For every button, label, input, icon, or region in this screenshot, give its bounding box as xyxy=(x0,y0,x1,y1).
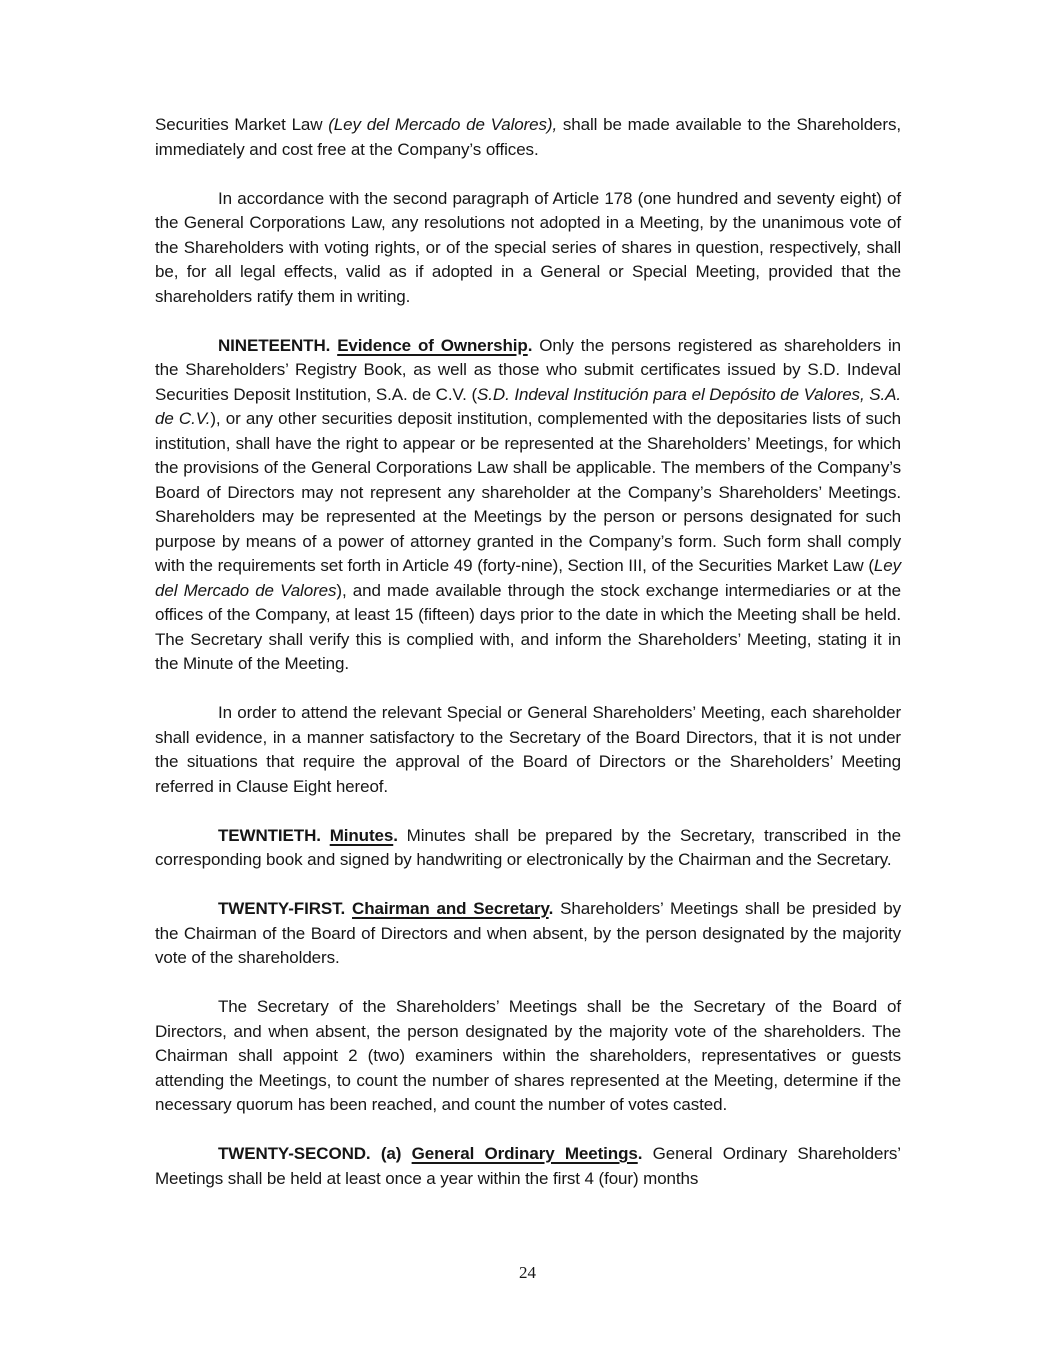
paragraph xyxy=(155,113,901,162)
page-number: 24 xyxy=(519,1263,536,1282)
text-run: In order to attend the relevant Special or General Shareholders’ Meeting, each shareholder shall evidence, in a manner satisfactory to the Secretary of the Board Directors, that it is not under the situations that require the approval of the Board of Directors or the Shareholders’ Meeting referred in Clause Eight hereof. xyxy=(155,703,901,796)
clause-number: NINETEENTH. xyxy=(218,335,338,355)
clause-number: . xyxy=(527,335,533,355)
paragraph xyxy=(155,995,901,1118)
text-run: ), or any other securities deposit institution, complemented with the depositaries lists of such institution, shall have the right to appear or be represented at the Shareholders’ Meetings, for which the provisions of the General Corporations Law shall be applicable. The members of the Company’s Board of Directors may not represent any shareholder at the Company’s Shareholders’ Meetings. Shareholders may be represented at the Meetings by the person or persons designated for such purpose by means of a power of attorney granted in the Company’s form. Such form shall comply with the requirements set forth in Article 49 (forty-nine), Section III, of the Securities Market Law ( xyxy=(155,409,901,575)
clause-number: . xyxy=(637,1144,643,1163)
text-run: ), and made available through the stock exchange intermediaries or at the offices of the Company, at least 15 (fifteen) days prior to the date in which the Meeting shall be held. The Secretary shall verify this is complied with, and inform the Shareholders’ Meeting, stating it in the Minute of the Meeting. xyxy=(155,580,901,673)
clause-number: . xyxy=(548,899,554,918)
clause-number: TWENTY-SECOND. (a) xyxy=(218,1144,412,1163)
document-body xyxy=(155,113,901,1191)
clause-title: Minutes xyxy=(329,825,394,845)
text-run: Ley del Mercado de Valores xyxy=(155,556,901,600)
clause-number: . xyxy=(393,825,398,845)
paragraph xyxy=(155,334,901,677)
text-run: S.D. Indeval Institución para el Depósito de Valores, S.A. de C.V. xyxy=(155,384,901,428)
text-run: Securities Market Law xyxy=(155,115,329,134)
paragraph xyxy=(155,824,901,873)
text-run: (Ley del Mercado de Valores), xyxy=(328,115,558,134)
text-run: shall be made available to the Shareholders, immediately and cost free at the Company’s offices. xyxy=(155,115,901,159)
paragraph xyxy=(155,1142,901,1191)
text-run: Only the persons registered as shareholders in the Shareholders’ Registry Book, as well as those who submit certificates issued by S.D. Indeval Securities Deposit Institution, S.A. de C.V. ( xyxy=(155,335,901,404)
paragraph xyxy=(155,897,901,971)
text-run: Minutes shall be prepared by the Secretary, transcribed in the corresponding book and signed by handwriting or electronically by the Chairman and the Secretary. xyxy=(155,825,901,869)
text-run: The Secretary of the Shareholders’ Meetings shall be the Secretary of the Board of Directors, and when absent, the person designated by the majority vote of the shareholders. The Chairman shall appoint 2 (two) examiners within the shareholders, representatives or guests attending the Meetings, to count the number of shares represented at the Meeting, determine if the necessary quorum has been reached, and count the number of votes casted. xyxy=(155,997,901,1114)
text-run: General Ordinary Shareholders’ Meetings shall be held at least once a year within the first 4 (four) months xyxy=(155,1144,901,1188)
clause-title: Chairman and Secretary xyxy=(352,899,549,918)
clause-number: TWENTY-FIRST. xyxy=(218,899,353,918)
paragraph xyxy=(155,187,901,310)
text-run: In accordance with the second paragraph of Article 178 (one hundred and seventy eight) of the General Corporations Law, any resolutions not adopted in a Meeting, by the unanimous vote of the Shareholders with voting rights, or of the special series of shares in question, respectively, shall be, for all legal effects, valid as if adopted in a General or Special Meeting, provided that the shareholders ratify them in writing. xyxy=(155,188,901,306)
text-run: Shareholders’ Meetings shall be presided by the Chairman of the Board of Directors and when absent, by the person designated by the majority vote of the shareholders. xyxy=(155,899,901,967)
clause-number: TEWNTIETH. xyxy=(218,825,330,845)
clause-title: General Ordinary Meetings xyxy=(411,1144,638,1163)
paragraph xyxy=(155,701,901,799)
clause-title: Evidence of Ownership xyxy=(337,335,528,355)
